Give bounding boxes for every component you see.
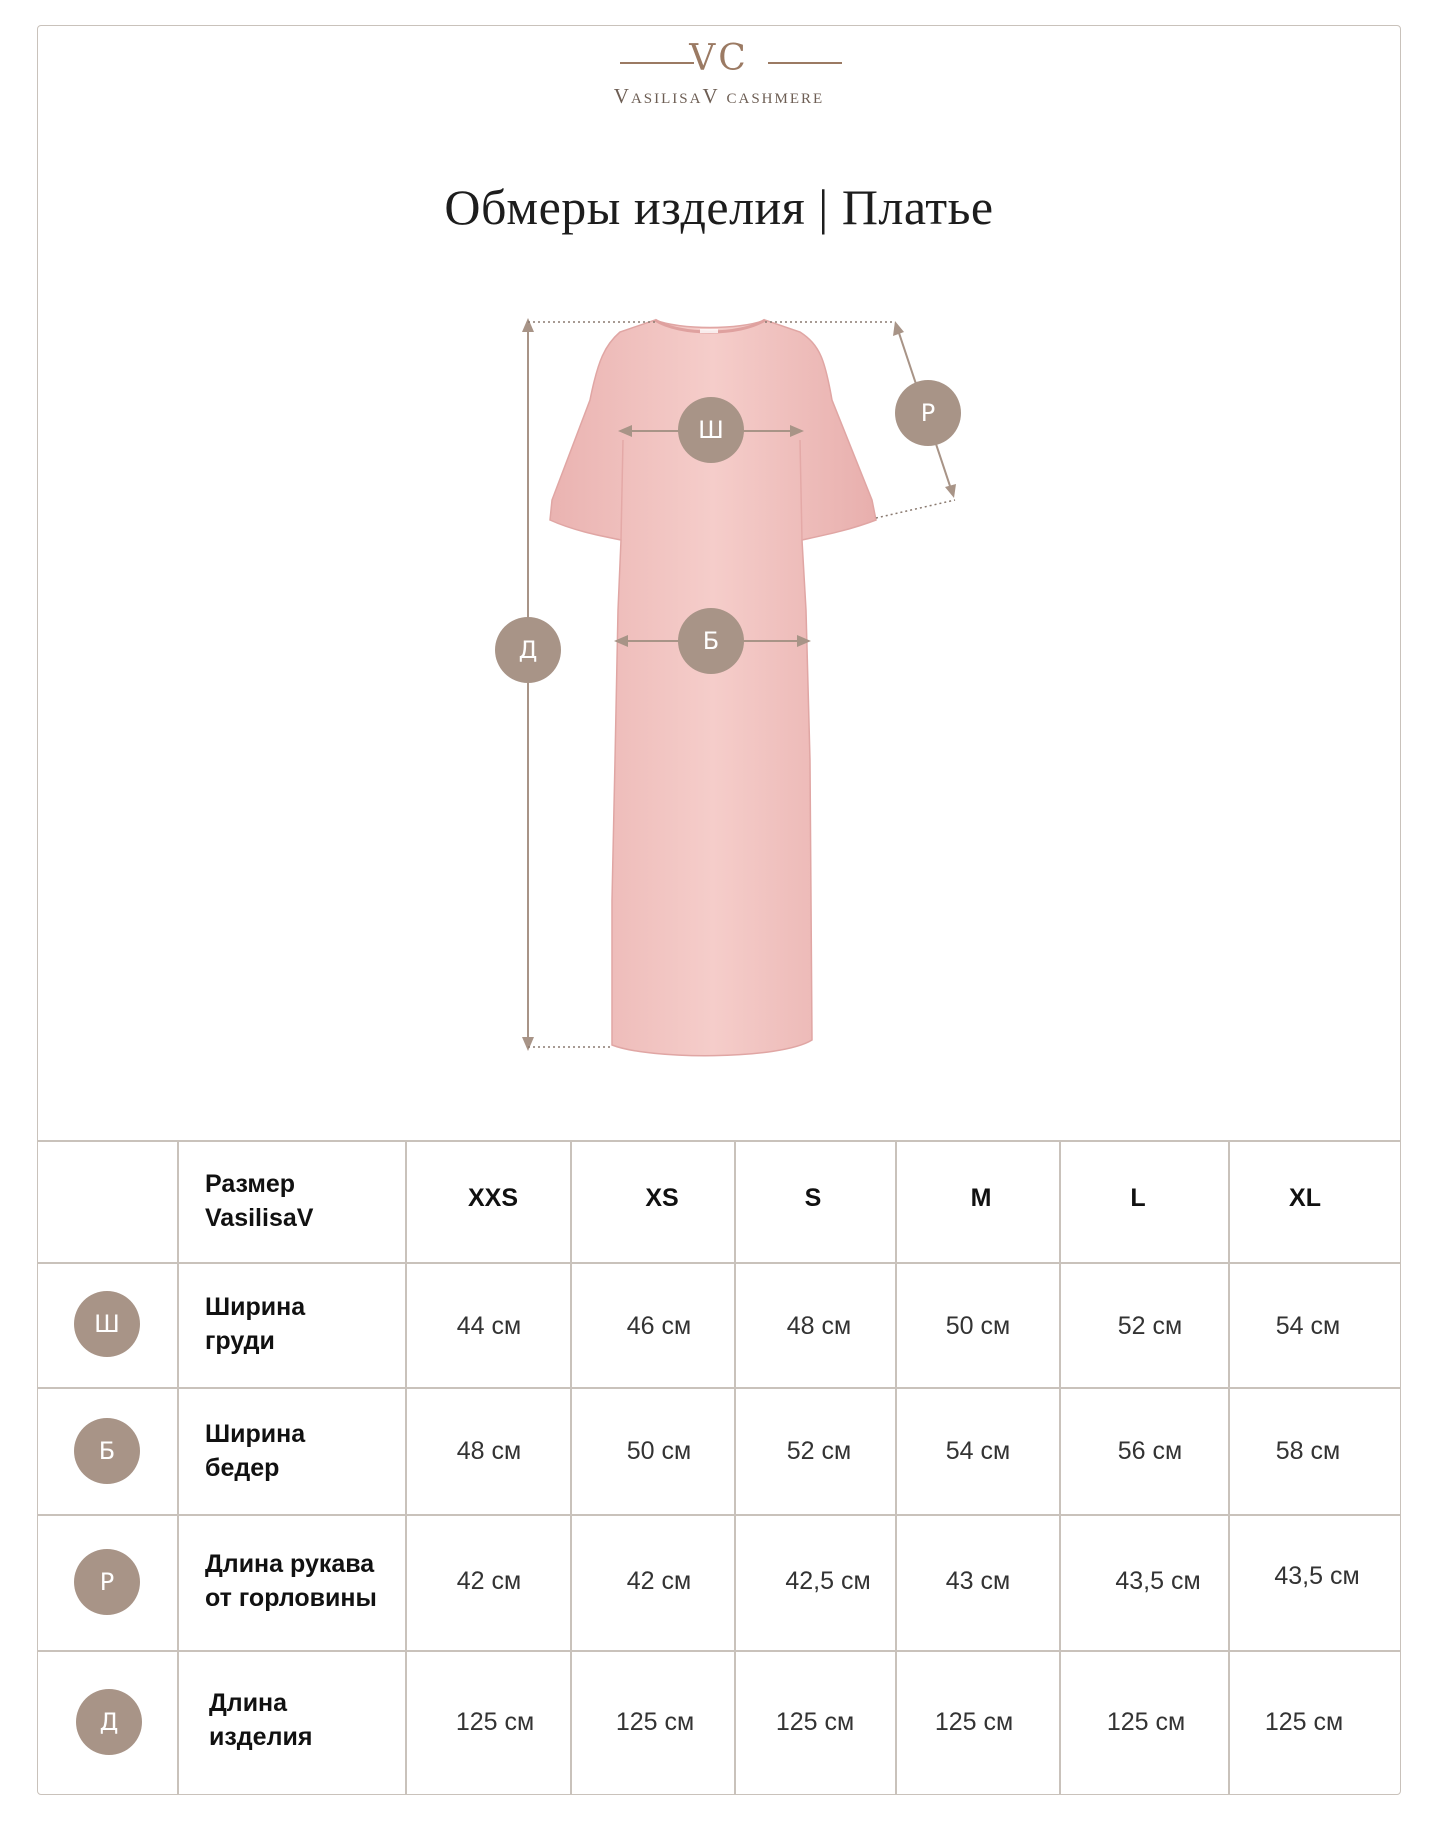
row-label-line1: Ширина — [205, 1293, 306, 1321]
size-header-xxs: XXS — [467, 1184, 519, 1212]
table-cell: 43 см — [945, 1567, 1011, 1595]
sleeve-badge-icon: Р — [74, 1549, 140, 1615]
table-cell: 48 см — [456, 1437, 522, 1465]
table-cell: 125 см — [1106, 1708, 1186, 1736]
length-badge-icon: Д — [495, 617, 561, 683]
table-cell: 52 см — [786, 1437, 852, 1465]
table-header-row — [37, 1140, 1401, 1262]
row-label-line1: Ширина — [205, 1420, 306, 1448]
brand-name: VasilisaV cashmere — [613, 84, 825, 108]
size-header-s: S — [804, 1184, 822, 1212]
table-cell: 42 см — [626, 1567, 692, 1595]
table-cell: 125 см — [934, 1708, 1014, 1736]
size-header-l: L — [1130, 1184, 1146, 1212]
table-cell: 54 см — [945, 1437, 1011, 1465]
table-cell: 50 см — [945, 1312, 1011, 1340]
table-cell: 125 см — [455, 1708, 535, 1736]
hips-badge-icon: Б — [678, 608, 744, 674]
sleeve-badge-icon: Р — [895, 380, 961, 446]
header-label-line2: VasilisaV — [205, 1204, 314, 1232]
table-cell: 43,5 см — [1115, 1567, 1201, 1595]
table-cell: 43,5 см — [1274, 1562, 1360, 1590]
size-header-xs: XS — [645, 1184, 679, 1212]
row-label-line2: бедер — [205, 1454, 280, 1482]
table-cell: 50 см — [626, 1437, 692, 1465]
size-header-m: M — [970, 1184, 992, 1212]
hips-badge-icon: Б — [74, 1418, 140, 1484]
table-row — [37, 1514, 1401, 1650]
table-cell: 125 см — [775, 1708, 855, 1736]
row-label-line2: изделия — [209, 1723, 313, 1751]
table-cell: 44 см — [456, 1312, 522, 1340]
table-cell: 52 см — [1117, 1312, 1183, 1340]
row-label-line2: груди — [205, 1327, 275, 1355]
row-label-line2: от горловины — [205, 1584, 377, 1612]
table-cell: 42 см — [456, 1567, 522, 1595]
table-cell: 56 см — [1117, 1437, 1183, 1465]
table-cell: 54 см — [1275, 1312, 1341, 1340]
table-cell: 58 см — [1275, 1437, 1341, 1465]
chest-badge-icon: Ш — [678, 397, 744, 463]
row-label — [205, 1290, 305, 1358]
chest-badge-icon: Ш — [74, 1291, 140, 1357]
table-row — [37, 1387, 1401, 1514]
table-row — [37, 1650, 1401, 1794]
table-cell: 48 см — [786, 1312, 852, 1340]
row-label — [205, 1417, 305, 1485]
table-row — [37, 1262, 1401, 1387]
row-label-line1: Длина — [209, 1689, 288, 1717]
table-cell: 46 см — [626, 1312, 692, 1340]
row-label — [209, 1686, 312, 1754]
header-label — [205, 1167, 313, 1235]
row-label-line1: Длина рукава — [205, 1550, 375, 1578]
header-label-line1: Размер — [205, 1170, 296, 1198]
table-cell: 125 см — [1264, 1708, 1344, 1736]
page-title: Обмеры изделия | Платье — [444, 179, 994, 235]
length-badge-icon: Д — [76, 1689, 142, 1755]
table-cell: 125 см — [615, 1708, 695, 1736]
size-header-xl: XL — [1289, 1184, 1321, 1212]
row-label — [205, 1547, 377, 1615]
table-cell: 42,5 см — [785, 1567, 871, 1595]
logo-mark: VC — [689, 38, 749, 79]
